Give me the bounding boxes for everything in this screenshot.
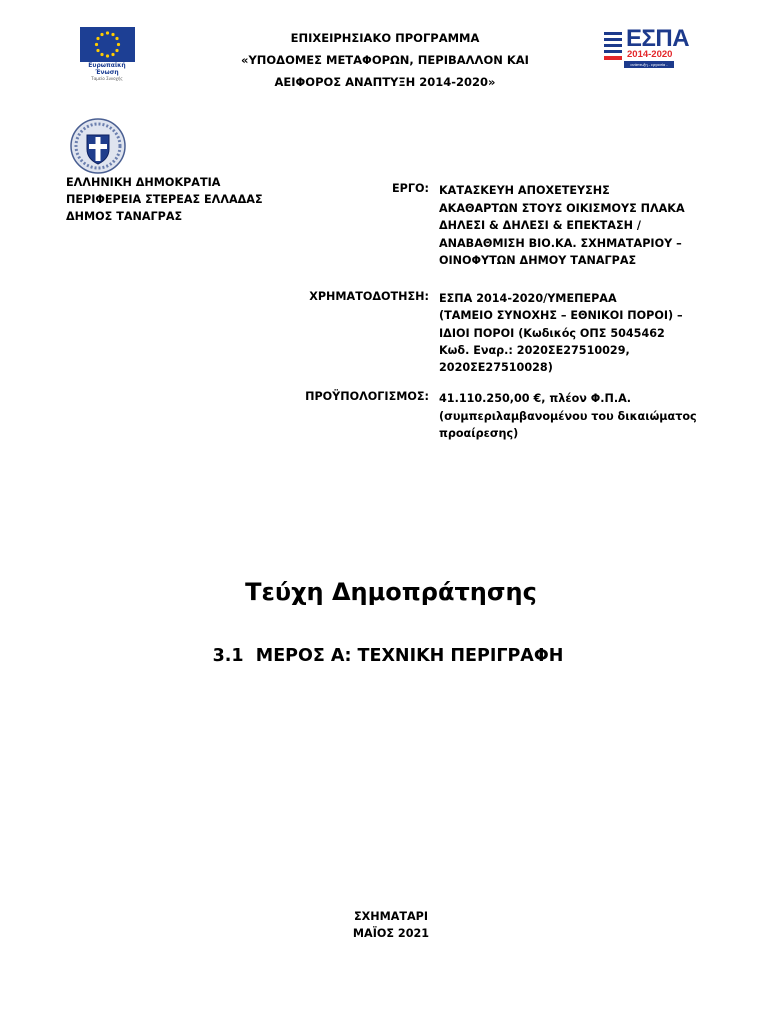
budget-line: 41.110.250,00 €, πλέον Φ.Π.Α. <box>439 392 632 405</box>
greek-flag-icon <box>602 30 624 62</box>
programme-line: ΕΠΙΧΕΙΡΗΣΙΑΚΟ ΠΡΟΓΡΑΜΜΑ <box>290 31 480 45</box>
place-date-footer <box>0 908 768 942</box>
funding-line: Κωδ. Εναρ.: 2020ΣΕ27510029, <box>439 343 630 357</box>
programme-line: «ΥΠΟΔΟΜΕΣ ΜΕΤΑΦΟΡΩΝ, ΠΕΡΙΒΑΛΛΟΝ ΚΑΙ <box>241 53 529 67</box>
budget-line: προαίρεσης) <box>439 427 519 440</box>
budget-value <box>439 390 729 443</box>
funding-value <box>439 290 729 376</box>
project-label: ΕΡΓΟ: <box>392 182 429 195</box>
project-line: ΑΚΑΘΑΡΤΩΝ ΣΤΟΥΣ ΟΙΚΙΣΜΟΥΣ ΠΛΑΚΑ <box>439 201 685 215</box>
authority-line: ΠΕΡΙΦΕΡΕΙΑ ΣΤΕΡΕΑΣ ΕΛΛΑΔΑΣ <box>66 193 263 206</box>
hellenic-republic-seal-icon <box>70 118 126 174</box>
document-subtitle: 3.1 ΜΕΡΟΣ Α: ΤΕΧΝΙΚΗ ΠΕΡΙΓΡΑΦΗ <box>212 646 564 666</box>
footer-place: ΣΧΗΜΑΤΑΡΙ <box>353 910 429 923</box>
programme-line: ΑΕΙΦΟΡΟΣ ΑΝΑΠΤΥΞΗ 2014-2020» <box>274 75 496 89</box>
authority-line: ΕΛΛΗΝΙΚΗ ΔΗΜΟΚΡΑΤΙΑ <box>66 176 221 189</box>
espa-years: 2014-2020 <box>627 49 673 60</box>
budget-label: ΠΡΟΫΠΟΛΟΓΙΣΜΟΣ: <box>305 390 429 403</box>
authority-line: ΔΗΜΟΣ ΤΑΝΑΓΡΑΣ <box>66 210 183 223</box>
espa-logo <box>602 25 690 74</box>
funding-line: ΙΔΙΟΙ ΠΟΡΟΙ (Κωδικός ΟΠΣ 5045462 <box>439 326 665 340</box>
project-value <box>439 182 729 270</box>
project-line: ΔΗΛΕΣΙ & ΔΗΛΕΣΙ & ΕΠΕΚΤΑΣΗ / <box>439 219 641 232</box>
eu-logo <box>80 27 136 81</box>
eu-subcaption: Ταμείο Συνοχής <box>91 76 123 81</box>
funding-label: ΧΡΗΜΑΤΟΔΟΤΗΣΗ: <box>309 290 429 303</box>
eu-flag-icon <box>80 27 135 62</box>
funding-line: 2020ΣΕ27510028) <box>439 361 553 375</box>
funding-line: ΕΣΠΑ 2014-2020/ΥΜΕΠΕΡΑΑ <box>439 292 617 305</box>
budget-line: (συμπεριλαμβανομένου του δικαιώματος <box>439 409 697 423</box>
espa-tagline: ανάπτυξη - εργασία - αλληλεγγύη <box>624 61 674 68</box>
programme-heading <box>200 27 570 93</box>
document-title: Τεύχη Δημοπράτησης <box>245 578 537 606</box>
project-line: ΟΙΝΟΦΥΤΩΝ ΔΗΜΟΥ ΤΑΝΑΓΡΑΣ <box>439 254 637 267</box>
funding-line: (ΤΑΜΕΙΟ ΣΥΝΟΧΗΣ – ΕΘΝΙΚΟΙ ΠΟΡΟΙ) – <box>439 309 683 323</box>
espa-word: ΕΣΠΑ <box>626 25 690 52</box>
footer-date: ΜΑΪΟΣ 2021 <box>352 927 430 940</box>
project-line: ΑΝΑΒΑΘΜΙΣΗ ΒΙΟ.ΚΑ. ΣΧΗΜΑΤΑΡΙΟΥ – <box>439 236 682 250</box>
project-line: ΚΑΤΑΣΚΕΥΗ ΑΠΟΧΕΤΕΥΣΗΣ <box>439 184 610 197</box>
eu-caption: Ευρωπαϊκή Ένωση <box>88 62 126 76</box>
